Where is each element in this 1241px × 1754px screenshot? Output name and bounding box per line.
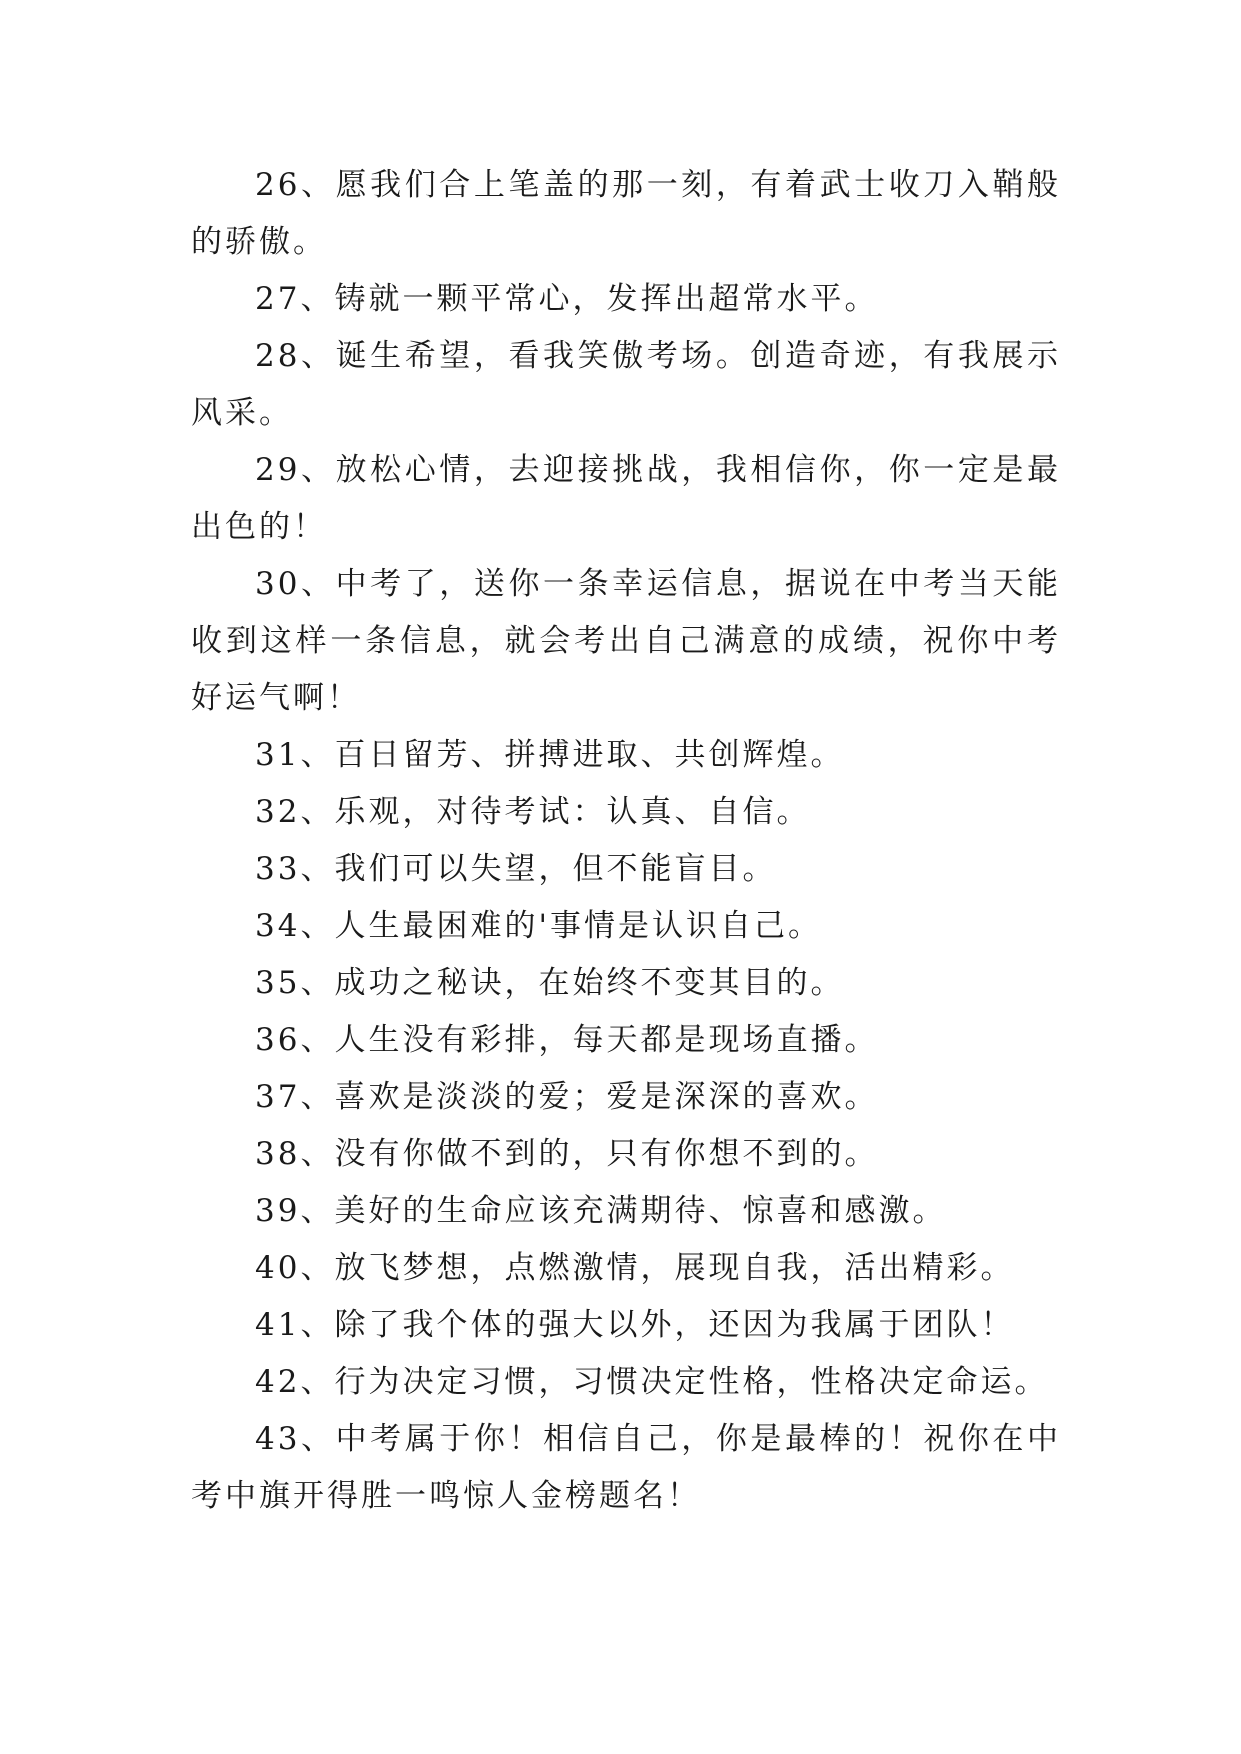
paragraph-35: 35、成功之秘诀，在始终不变其目的。: [255, 965, 845, 1001]
paragraph-34: 34、人生最困难的'事情是认识自己。: [255, 908, 822, 944]
paragraph-41: 41、除了我个体的强大以外，还因为我属于团队！: [255, 1307, 1015, 1343]
paragraph-43: 43、中考属于你！相信自己，你是最棒的！祝你在中考中旗开得胜一鸣惊人金榜题名！: [191, 1421, 1061, 1514]
paragraph-38: 38、没有你做不到的，只有你想不到的。: [255, 1136, 879, 1172]
paragraph-36: 36、人生没有彩排，每天都是现场直播。: [255, 1022, 879, 1058]
paragraph-29: 29、放松心情，去迎接挑战，我相信你，你一定是最出色的！: [191, 452, 1061, 545]
document-body: [191, 157, 1061, 1525]
paragraph-40: 40、放飞梦想，点燃激情，展现自我，活出精彩。: [255, 1250, 1015, 1286]
paragraph-26: 26、愿我们合上笔盖的那一刻，有着武士收刀入鞘般的骄傲。: [191, 167, 1061, 260]
paragraph-32: 32、乐观，对待考试：认真、自信。: [255, 794, 811, 830]
paragraph-37: 37、喜欢是淡淡的爱；爱是深深的喜欢。: [255, 1079, 879, 1115]
paragraph-27: 27、铸就一颗平常心，发挥出超常水平。: [255, 281, 879, 317]
paragraph-33: 33、我们可以失望，但不能盲目。: [255, 851, 777, 887]
paragraph-28: 28、诞生希望，看我笑傲考场。创造奇迹，有我展示风采。: [191, 338, 1061, 431]
paragraph-39: 39、美好的生命应该充满期待、惊喜和感激。: [255, 1193, 947, 1229]
paragraph-42: 42、行为决定习惯，习惯决定性格，性格决定命运。: [255, 1364, 1049, 1400]
paragraph-31: 31、百日留芳、拼搏进取、共创辉煌。: [255, 737, 845, 773]
paragraph-30: 30、中考了，送你一条幸运信息，据说在中考当天能收到这样一条信息，就会考出自己满意的成绩，祝你中考好运气啊！: [191, 566, 1061, 716]
